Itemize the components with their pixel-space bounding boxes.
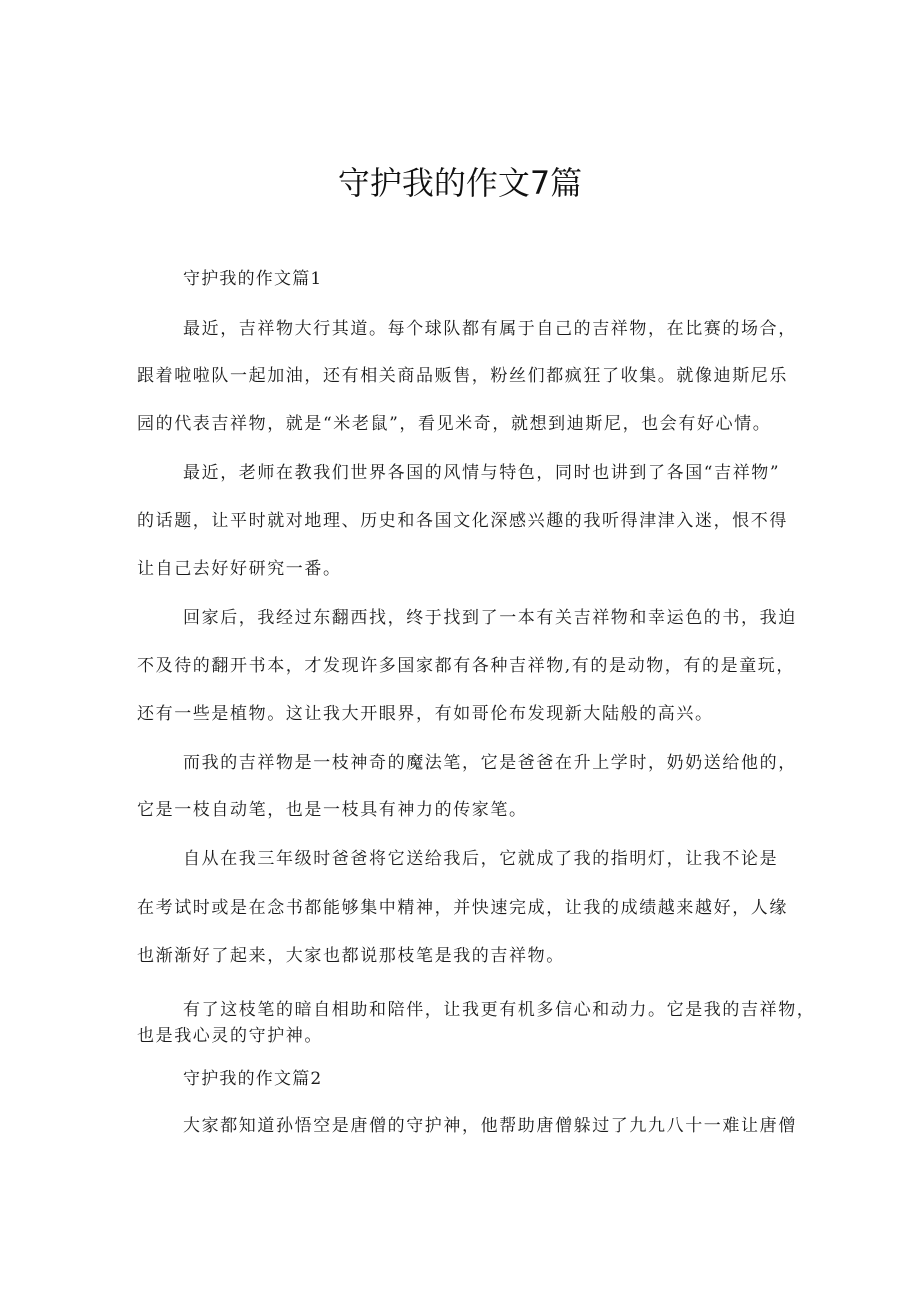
paragraph-line: 自从在我三年级时爸爸将它送给我后，它就成了我的指明灯，让我不论是 <box>183 849 779 869</box>
paragraph-line: 回家后，我经过东翻西找，终于找到了一本有关吉祥物和幸运色的书，我迫 <box>183 608 797 628</box>
document-title: 守护我的作文7篇 <box>337 164 583 202</box>
paragraph-line: 而我的吉祥物是一枝神奇的魔法笔，它是爸爸在升上学时，奶奶送给他的， <box>183 753 797 773</box>
section-1-heading: 守护我的作文篇1 <box>183 269 323 289</box>
paragraph-line: 它是一枝自动笔，也是一枝具有神力的传家笔。 <box>137 800 528 820</box>
paragraph-line: 跟着啦啦队一起加油，还有相关商品贩售，粉丝们都疯狂了收集。就像迪斯尼乐 <box>137 366 788 386</box>
paragraph-line: 有了这枝笔的暗自相助和陪伴，让我更有机多信心和动力。它是我的吉祥物， <box>183 1000 816 1020</box>
paragraph-line: 让自己去好好研究一番。 <box>137 559 342 579</box>
section-2-heading: 守护我的作文篇2 <box>183 1069 323 1089</box>
paragraph-line: 最近，吉祥物大行其道。每个球队都有属于自己的吉祥物，在比赛的场合， <box>183 319 797 339</box>
paragraph-line: 最近，老师在教我们世界各国的风情与特色，同时也讲到了各国“吉祥物” <box>183 463 781 483</box>
paragraph-line: 也是我心灵的守护神。 <box>137 1026 323 1046</box>
paragraph-line: 大家都知道孙悟空是唐僧的守护神，他帮助唐僧躲过了九九八十一难让唐僧 <box>183 1116 797 1136</box>
paragraph-line: 也渐渐好了起来，大家也都说那枝笔是我的吉祥物。 <box>137 946 565 966</box>
paragraph-line: 的话题，让平时就对地理、历史和各国文化深感兴趣的我听得津津入迷，恨不得 <box>137 511 788 531</box>
paragraph-line: 园的代表吉祥物，就是“米老鼠”，看见米奇，就想到迪斯尼，也会有好心情。 <box>137 414 772 434</box>
paragraph-line: 不及待的翻开书本，才发现许多国家都有各种吉祥物,有的是动物，有的是童玩， <box>137 656 796 676</box>
paragraph-line: 还有一些是植物。这让我大开眼界，有如哥伦布发现新大陆般的高兴。 <box>137 704 714 724</box>
paragraph-line: 在考试时或是在念书都能够集中精神，并快速完成，让我的成绩越来越好，人缘 <box>137 898 788 918</box>
